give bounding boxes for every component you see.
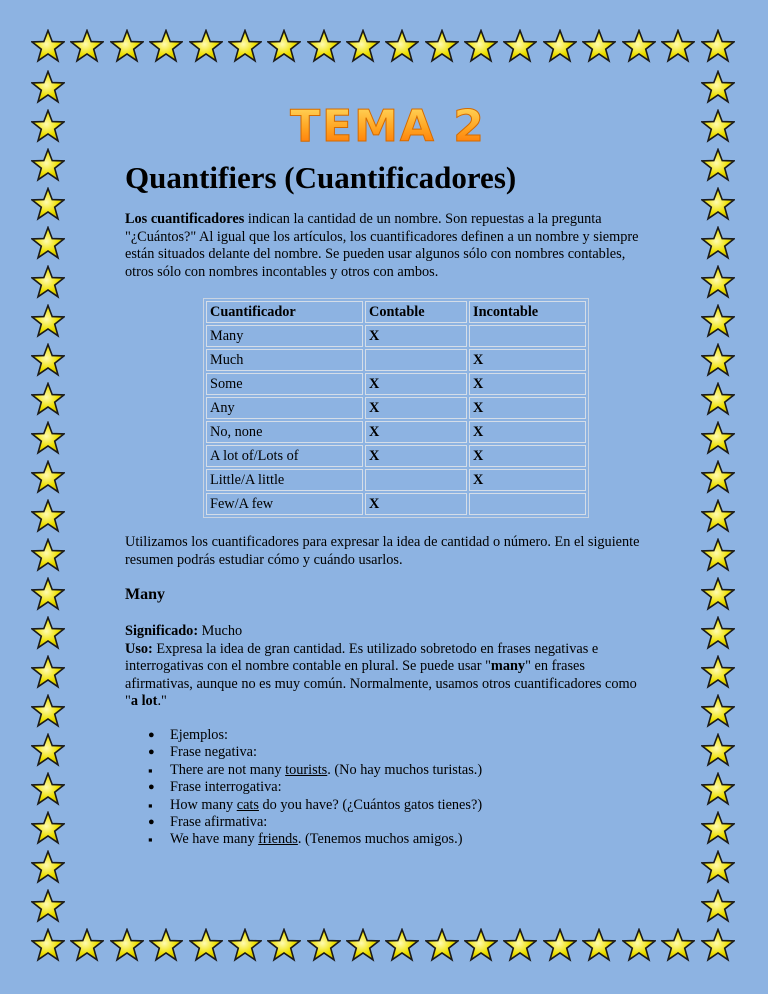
star-icon xyxy=(701,460,735,494)
mark-cell xyxy=(365,349,467,371)
mark-cell: X xyxy=(365,421,467,443)
star-icon xyxy=(582,29,616,63)
mark-cell: X xyxy=(469,469,586,491)
example-underlined-word: friends xyxy=(258,831,298,848)
star-icon xyxy=(346,928,380,962)
quantifier-cell: No, none xyxy=(206,421,363,443)
star-icon xyxy=(701,382,735,416)
table-header-cell: Contable xyxy=(365,301,467,323)
star-icon xyxy=(31,70,65,104)
star-icon xyxy=(31,109,65,143)
star-icon xyxy=(701,733,735,767)
example-text: Frase negativa: xyxy=(170,744,257,761)
quantifier-cell: Little/A little xyxy=(206,469,363,491)
example-text: How many xyxy=(170,796,237,813)
example-text: We have many xyxy=(170,831,259,848)
star-icon xyxy=(543,928,577,962)
use-text-1: Expresa la idea de gran cantidad. Es utilizado sobretodo en frases negativas e interrogativas con el nombre contable en plural. Se puede usar " xyxy=(125,640,599,674)
star-icon xyxy=(31,304,65,338)
table-row xyxy=(206,373,586,395)
star-icon xyxy=(31,460,65,494)
star-icon xyxy=(701,772,735,806)
mark-cell xyxy=(469,493,586,515)
example-text: There are not many xyxy=(170,761,286,778)
star-icon xyxy=(701,70,735,104)
star-icon xyxy=(31,616,65,650)
star-icon xyxy=(31,850,65,884)
table-row xyxy=(206,493,586,515)
use-bold-a-lot: a lot xyxy=(130,693,158,709)
meaning-value: Mucho xyxy=(198,623,243,639)
mark-cell: X xyxy=(469,349,586,371)
quantifier-cell: Any xyxy=(206,397,363,419)
list-item xyxy=(148,779,482,796)
table-header-row xyxy=(206,301,586,323)
star-icon xyxy=(661,29,695,63)
mark-cell: X xyxy=(365,493,467,515)
star-icon xyxy=(346,29,380,63)
list-item xyxy=(148,831,482,848)
star-icon xyxy=(31,772,65,806)
example-text: Ejemplos: xyxy=(170,727,228,743)
star-icon xyxy=(661,928,695,962)
square-bullet-icon: ▪ xyxy=(148,762,153,778)
star-icon xyxy=(31,265,65,299)
star-icon xyxy=(701,616,735,650)
star-icon xyxy=(228,928,262,962)
usage-intro-paragraph: Utilizamos los cuantificadores para expresar la idea de cantidad o número. En el siguiente resumen podrás estudiar cómo y cuándo usarlos. xyxy=(125,534,640,568)
star-icon xyxy=(503,29,537,63)
list-item xyxy=(148,797,482,814)
disc-bullet-icon: ● xyxy=(148,729,155,741)
star-icon xyxy=(267,928,301,962)
example-text: Frase interrogativa: xyxy=(170,779,282,796)
quantifiers-table xyxy=(203,298,589,518)
star-icon xyxy=(189,928,223,962)
disc-bullet-icon: ● xyxy=(148,816,155,829)
star-icon xyxy=(31,499,65,533)
star-icon xyxy=(31,421,65,455)
star-icon xyxy=(701,850,735,884)
list-item xyxy=(148,744,482,761)
star-icon xyxy=(622,29,656,63)
star-icon xyxy=(385,29,419,63)
star-icon xyxy=(31,187,65,221)
table-row xyxy=(206,349,586,371)
star-icon xyxy=(267,29,301,63)
mark-cell: X xyxy=(469,445,586,467)
star-icon xyxy=(701,109,735,143)
star-icon xyxy=(701,811,735,845)
star-icon xyxy=(70,928,104,962)
star-icon xyxy=(701,187,735,221)
quantifier-cell: Few/A few xyxy=(206,493,363,515)
star-icon xyxy=(701,304,735,338)
quantifier-cell: Much xyxy=(206,349,363,371)
tema-heading-graphic xyxy=(268,102,508,148)
star-icon xyxy=(701,655,735,689)
star-icon xyxy=(149,928,183,962)
mark-cell: X xyxy=(469,373,586,395)
star-icon xyxy=(701,928,735,962)
table-row xyxy=(206,397,586,419)
star-icon xyxy=(31,29,65,63)
table-row xyxy=(206,469,586,491)
star-icon xyxy=(31,889,65,923)
star-icon xyxy=(31,733,65,767)
star-icon xyxy=(701,148,735,182)
star-icon xyxy=(31,811,65,845)
use-label: Uso: xyxy=(125,640,153,657)
star-icon xyxy=(31,382,65,416)
star-icon xyxy=(464,928,498,962)
table-row xyxy=(206,421,586,443)
many-description xyxy=(125,623,645,711)
star-icon xyxy=(701,694,735,728)
star-icon xyxy=(543,29,577,63)
use-text-3: ." xyxy=(157,693,167,709)
star-icon xyxy=(622,928,656,962)
quantifier-cell: A lot of/Lots of xyxy=(206,445,363,467)
disc-bullet-icon: ● xyxy=(148,746,155,759)
square-bullet-icon: ▪ xyxy=(148,832,153,848)
example-text-after: . (No hay muchos turistas.) xyxy=(327,761,483,778)
star-icon xyxy=(701,29,735,63)
disc-bullet-icon: ● xyxy=(148,781,155,794)
mark-cell: X xyxy=(469,397,586,419)
page-title: Quantifiers (Cuantificadores) xyxy=(125,160,517,195)
star-icon xyxy=(31,577,65,611)
star-icon xyxy=(701,577,735,611)
star-icon xyxy=(701,265,735,299)
quantifier-cell: Some xyxy=(206,373,363,395)
mark-cell xyxy=(469,325,586,347)
table-header-cell: Incontable xyxy=(469,301,586,323)
star-icon xyxy=(701,226,735,260)
table-row xyxy=(206,325,586,347)
star-icon xyxy=(385,928,419,962)
star-icon xyxy=(110,928,144,962)
square-bullet-icon: ▪ xyxy=(148,797,153,813)
star-icon xyxy=(110,29,144,63)
star-icon xyxy=(425,928,459,962)
star-icon xyxy=(70,29,104,63)
example-underlined-word: tourists xyxy=(285,761,328,778)
star-icon xyxy=(701,343,735,377)
quantifier-cell: Many xyxy=(206,325,363,347)
example-text: Frase afirmativa: xyxy=(170,814,268,831)
star-icon xyxy=(31,148,65,182)
star-icon xyxy=(701,889,735,923)
use-text-2: " en frases afirmativas, aunque no es muy común. Normalmente, usamos otros cuantificadores como " xyxy=(125,658,637,709)
intro-paragraph xyxy=(125,211,645,281)
meaning-label: Significado: xyxy=(125,623,199,639)
star-icon xyxy=(31,655,65,689)
mark-cell: X xyxy=(365,325,467,347)
table-header-cell: Cuantificador xyxy=(206,301,363,323)
star-icon xyxy=(464,29,498,63)
star-icon xyxy=(701,421,735,455)
star-icon xyxy=(31,694,65,728)
star-icon xyxy=(503,928,537,962)
example-underlined-word: cats xyxy=(236,796,259,813)
star-icon xyxy=(31,538,65,572)
list-item xyxy=(148,762,482,779)
intro-text: indican la cantidad de un nombre. Son repuestas a la pregunta "¿Cuántos?" Al igual que los artículos, los cuantificadores definen a un nombre y siempre están situados delante del nombre. Se pueden usar algunos sólo con nombres contables, otros sólo con nombres incontables y otros con ambos. xyxy=(125,211,639,280)
list-item xyxy=(148,814,482,831)
section-title-many: Many xyxy=(125,586,165,603)
mark-cell: X xyxy=(365,397,467,419)
star-icon xyxy=(307,928,341,962)
star-icon xyxy=(701,538,735,572)
mark-cell xyxy=(365,469,467,491)
star-icon xyxy=(149,29,183,63)
tema-label: TEMA 2 xyxy=(290,102,486,148)
star-icon xyxy=(307,29,341,63)
example-text-after: . (Tenemos muchos amigos.) xyxy=(297,831,463,848)
mark-cell: X xyxy=(365,373,467,395)
star-icon xyxy=(582,928,616,962)
star-icon xyxy=(31,343,65,377)
star-icon xyxy=(31,928,65,962)
star-icon xyxy=(701,499,735,533)
star-icon xyxy=(228,29,262,63)
mark-cell: X xyxy=(469,421,586,443)
use-bold-many: many xyxy=(490,658,526,674)
star-icon xyxy=(31,226,65,260)
list-item xyxy=(148,727,482,744)
star-icon xyxy=(189,29,223,63)
intro-bold-lead: Los cuantificadores xyxy=(125,211,245,227)
example-text-after: do you have? (¿Cuántos gatos tienes?) xyxy=(258,796,483,813)
star-icon xyxy=(425,29,459,63)
examples-list xyxy=(148,727,482,849)
mark-cell: X xyxy=(365,445,467,467)
table-row xyxy=(206,445,586,467)
